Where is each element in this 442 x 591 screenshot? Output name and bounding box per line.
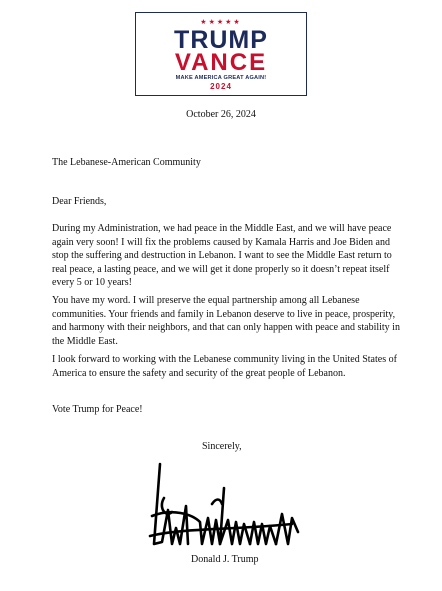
logo-vance-text: VANCE <box>174 49 268 76</box>
handwritten-signature <box>142 458 302 554</box>
letter-recipient: The Lebanese-American Community <box>52 157 201 168</box>
campaign-logo <box>135 12 307 96</box>
letter-greeting: Dear Friends, <box>52 196 107 207</box>
letter-date: October 26, 2024 <box>186 109 256 120</box>
letter-paragraph-1: During my Administration, we had peace in the Middle East, and we will have peace again very soon! I will fix the problems caused by Kamala Harris and Joe Biden and stop the suffering and destruction in Lebanon. I want to see the Middle East return to real peace, a lasting peace, and we will get it done properly so it doesn’t repeat itself every 5 or 10 years! <box>52 223 392 288</box>
logo-year: 2024 <box>210 82 232 91</box>
letter-signoff: Sincerely, <box>202 441 242 452</box>
signer-name: Donald J. Trump <box>191 554 259 565</box>
letter-paragraph-3: I look forward to working with the Lebanese community living in the United States of America to ensure the safety and security of the great people of Lebanon. <box>52 354 397 379</box>
logo-trump-text: TRUMP <box>174 26 268 54</box>
letter-paragraph-2: You have my word. I will preserve the equal partnership among all Lebanese communities. Your friends and family in Lebanon deserve to live in peace, prosperity, and harmony with their neighbors, and that can only happen with peace and stability in the Middle East. <box>52 295 400 347</box>
logo-slogan: MAKE AMERICA GREAT AGAIN! <box>175 75 267 81</box>
logo-stars: ★★★★★ <box>200 18 242 26</box>
letter-closing-line: Vote Trump for Peace! <box>52 404 143 415</box>
